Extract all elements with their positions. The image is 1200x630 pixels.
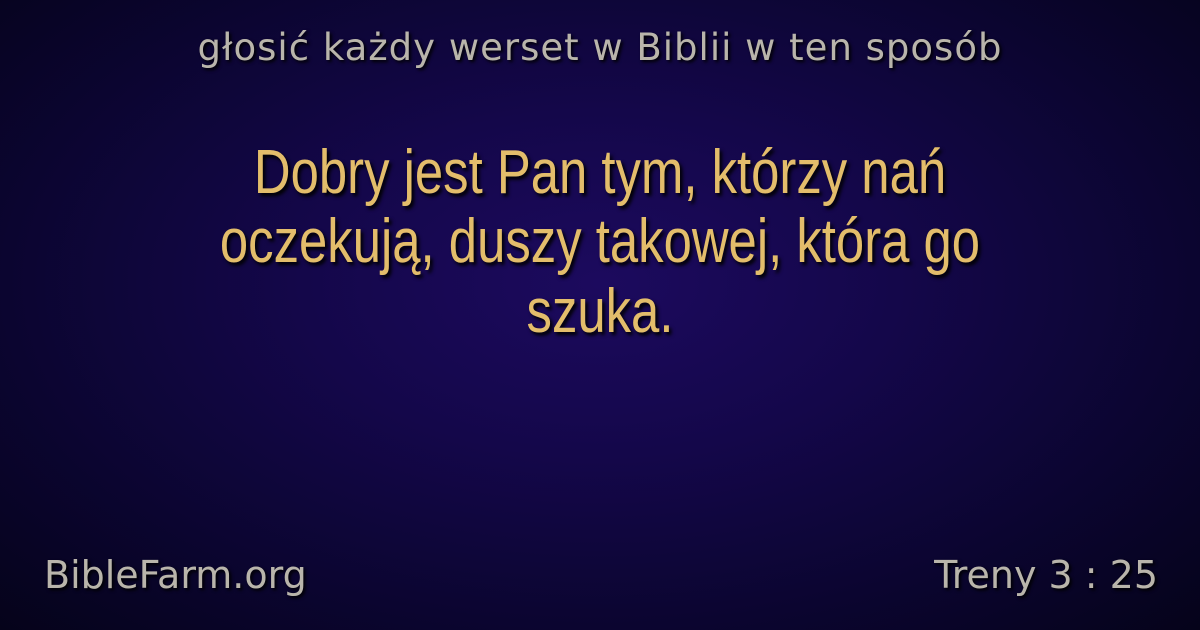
- site-name: BibleFarm.org: [44, 553, 307, 597]
- verse-text: Dobry jest Pan tym, którzy nań oczekują, duszy takowej, która go szuka.: [219, 138, 981, 346]
- verse-reference: Treny 3 : 25: [934, 553, 1158, 597]
- tagline: głosić każdy werset w Biblii w ten sposób: [197, 26, 1003, 69]
